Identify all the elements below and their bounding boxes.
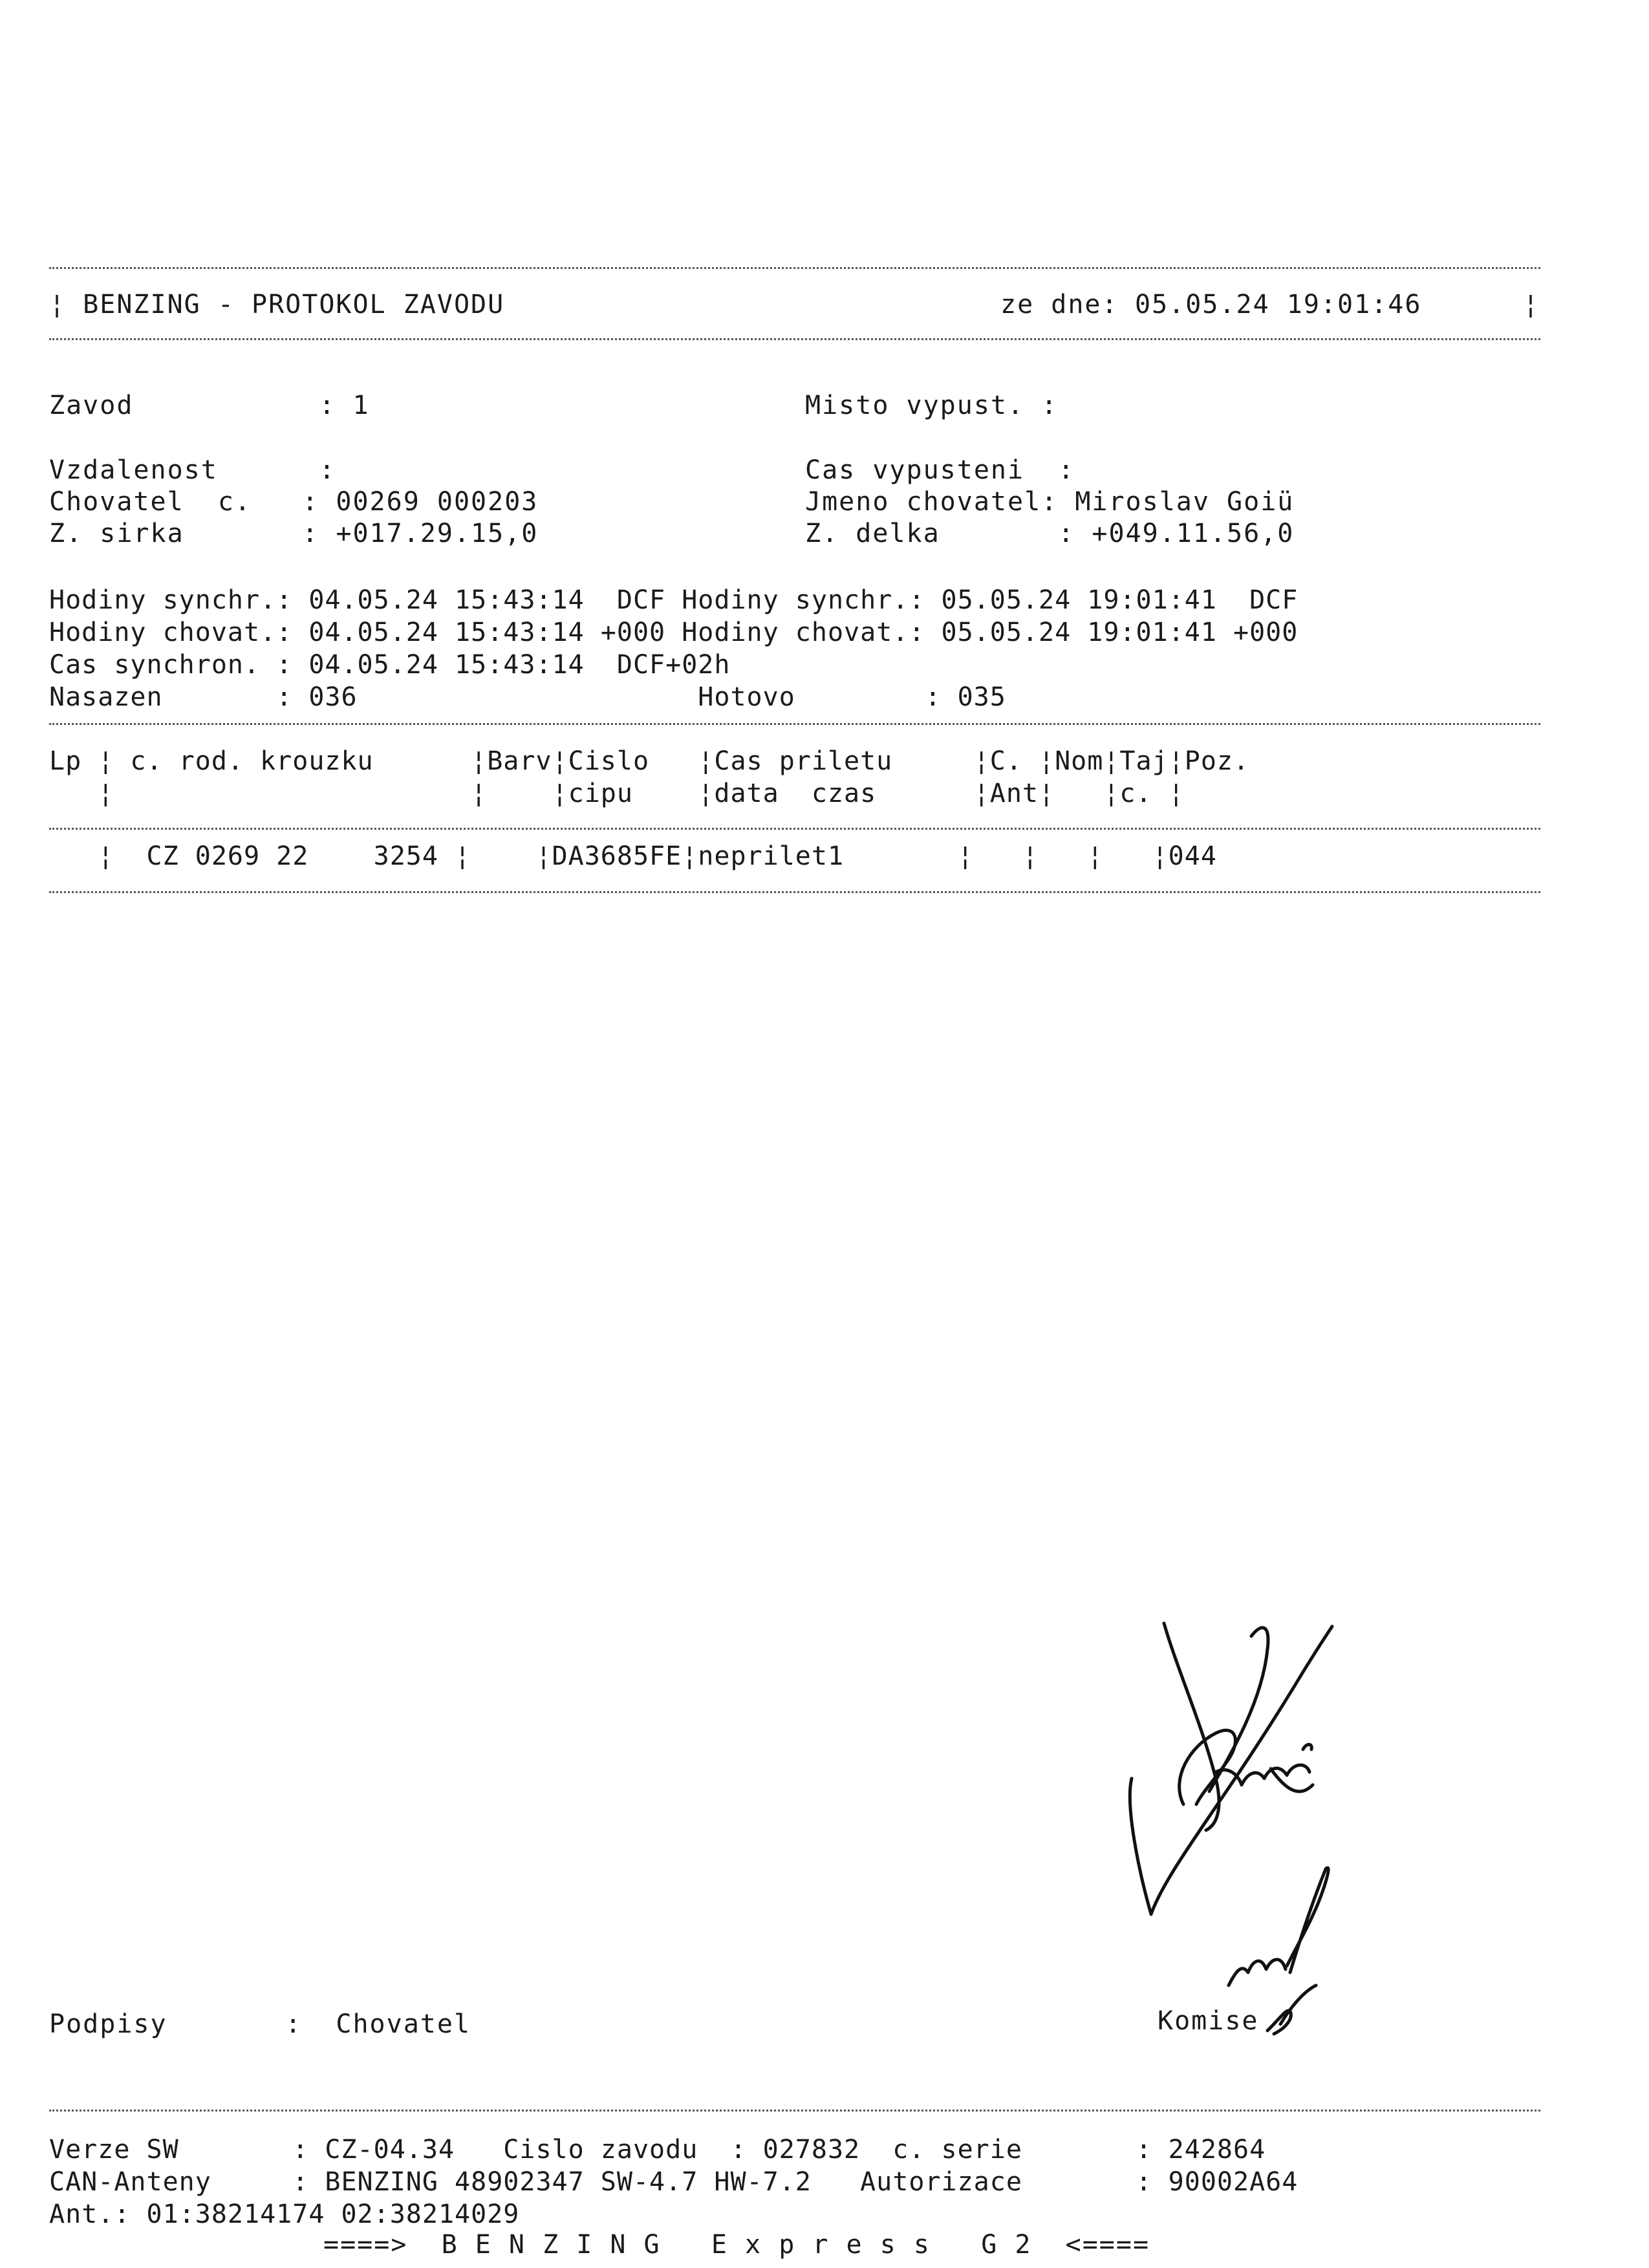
dotted-rule-table-top xyxy=(49,723,1540,725)
clock-row-nasazen: Nasazen : 036 Hotovo : 035 xyxy=(49,682,1006,712)
footer-can-anteny: CAN-Anteny : BENZING 48902347 SW-4.7 HW-7.2 Autorizace : 90002A64 xyxy=(49,2167,1299,2197)
race-jmeno: Jmeno chovatel: Miroslav Goiü xyxy=(805,487,1295,517)
dotted-rule-table-header xyxy=(49,828,1540,830)
dotted-rule-top xyxy=(49,267,1540,269)
race-delka: Z. delka : +049.11.56,0 xyxy=(805,519,1295,548)
clock-row-cas-synchron: Cas synchron. : 04.05.24 15:43:14 DCF+02h xyxy=(49,650,731,680)
race-vzdalenost: Vzdalenost : xyxy=(49,455,336,485)
footer-benzing-banner: ====> B E N Z I N G E x p r e s s G 2 <==== xyxy=(323,2230,1150,2260)
signatures-komise: Komise xyxy=(1158,2006,1259,2036)
footer-verze: Verze SW : CZ-04.34 Cislo zavodu : 027832 c. serie : 242864 xyxy=(49,2135,1266,2165)
table-row: ¦ CZ 0269 22 3254 ¦ ¦DA3685FE¦neprilet1 ¦ ¦ ¦ ¦044 xyxy=(49,841,1217,871)
race-misto: Misto vypust. : xyxy=(805,391,1059,420)
header-date-value: 05.05.24 19:01:46 xyxy=(1135,290,1422,319)
race-zavod: Zavod : 1 xyxy=(49,391,370,420)
footer-antennas: Ant.: 01:38214174 02:38214029 xyxy=(49,2199,520,2229)
dotted-rule-table-bottom xyxy=(49,891,1540,893)
race-sirka: Z. sirka : +017.29.15,0 xyxy=(49,519,539,548)
handwritten-signature xyxy=(1093,1610,1455,2037)
clock-row-synchr: Hodiny synchr.: 04.05.24 15:43:14 DCF Hodiny synchr.: 05.05.24 19:01:41 DCF xyxy=(49,585,1299,615)
race-cas-vypusteni: Cas vypusteni : xyxy=(805,455,1075,485)
table-header-row-1: Lp ¦ c. rod. krouzku ¦Barv¦Cislo ¦Cas priletu ¦C. ¦Nom¦Taj¦Poz. xyxy=(49,746,1250,776)
table-header-row-2: ¦ ¦ ¦cipu ¦data czas ¦Ant¦ ¦c. ¦ xyxy=(49,779,1185,808)
dotted-rule-footer xyxy=(49,2110,1540,2111)
signatures-podpisy: Podpisy : Chovatel xyxy=(49,2009,471,2039)
race-chovatel: Chovatel c. : 00269 000203 xyxy=(49,487,539,517)
header-date-label: ze dne: xyxy=(1000,290,1119,319)
clock-row-chovat: Hodiny chovat.: 04.05.24 15:43:14 +000 Hodiny chovat.: 05.05.24 19:01:41 +000 xyxy=(49,618,1299,647)
header-bar-right: ¦ xyxy=(1523,290,1540,319)
dotted-rule-header xyxy=(49,338,1540,340)
header-title: ¦ BENZING - PROTOKOL ZAVODU xyxy=(49,290,505,319)
